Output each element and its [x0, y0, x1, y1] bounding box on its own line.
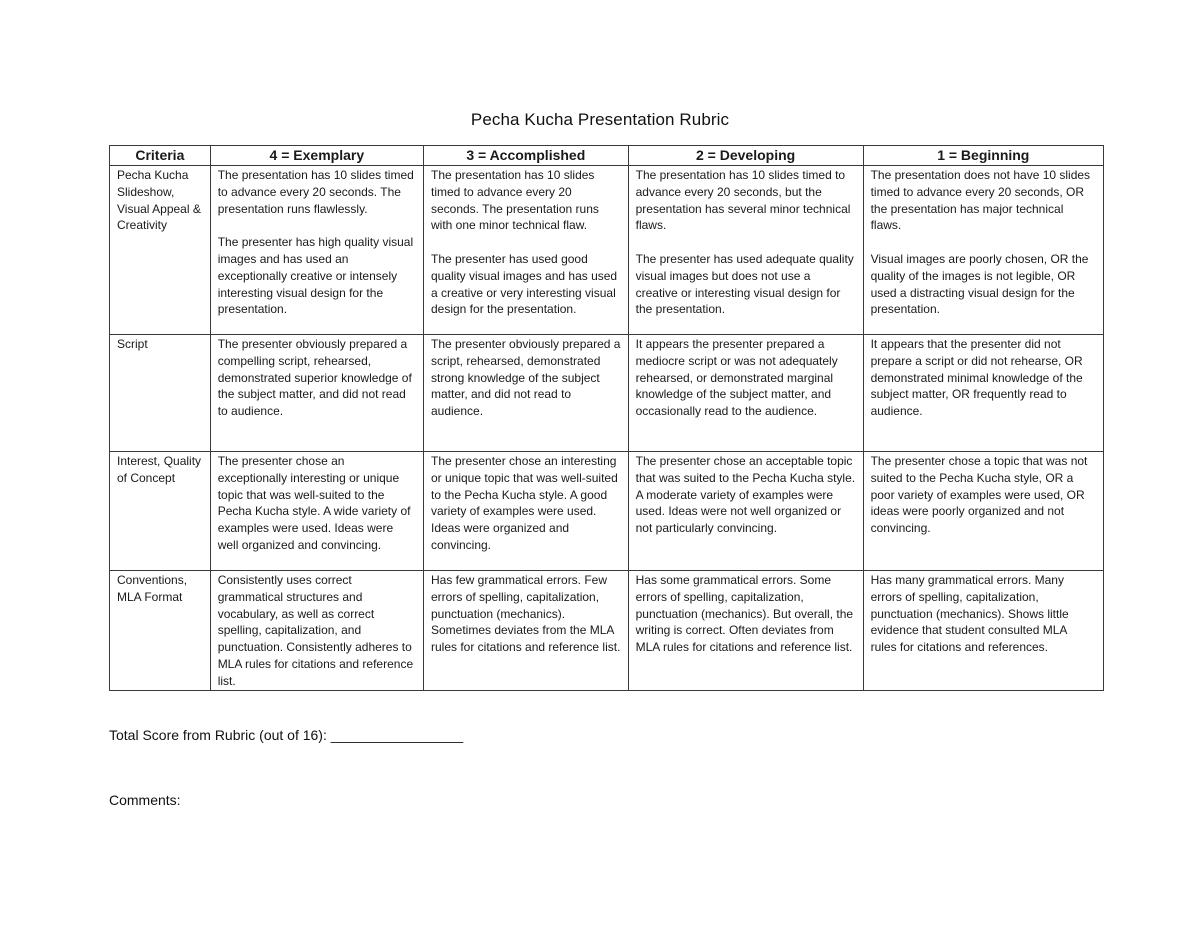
rubric-table — [109, 145, 1104, 691]
cell-paragraph: Visual images are poorly chosen, OR the quality of the images is not legible, OR used a distracting visual design for the presentation. — [870, 251, 1089, 317]
cell-paragraph: Has some grammatical errors. Some errors of spelling, capitalization, punctuation (mechanics). But overall, the writing is correct. Often deviates from MLA rules for citations and reference list. — [635, 573, 854, 655]
header-exemplary: 4 = Exemplary — [210, 146, 423, 166]
cell-paragraph: The presentation has 10 slides timed to advance every 20 seconds. The presentation runs with one minor technical flaw. — [430, 168, 599, 233]
cell-paragraph: Has few grammatical errors. Few errors of spelling, capitalization, punctuation (mechanics). Sometimes deviates from the MLA rules for citations and reference list. — [430, 573, 621, 655]
rubric-cell — [863, 571, 1103, 691]
criteria-cell — [110, 335, 211, 452]
criteria-label: Interest, Quality of Concept — [117, 454, 202, 485]
table-row — [110, 452, 1104, 571]
cell-paragraph: The presentation does not have 10 slides timed to advance every 20 seconds, OR the presentation has major technical flaws. — [870, 168, 1091, 233]
cell-paragraph: The presenter has high quality visual images and has used an exceptionally creative or intensely interesting visual design for the presentation. — [217, 235, 414, 317]
criteria-label: Script — [117, 337, 148, 351]
rubric-cell — [423, 166, 628, 335]
rubric-cell — [423, 452, 628, 571]
criteria-cell — [110, 452, 211, 571]
header-beginning: 1 = Beginning — [863, 146, 1103, 166]
cell-paragraph: The presenter chose an interesting or unique topic that was well-suited to the Pecha Kucha style. A good variety of examples were used. Ideas were organized and convincing. — [430, 454, 618, 552]
cell-paragraph: The presentation has 10 slides timed to advance every 20 seconds. The presentation runs flawlessly. — [217, 168, 414, 216]
table-row — [110, 335, 1104, 452]
rubric-cell — [628, 571, 863, 691]
rubric-cell — [423, 571, 628, 691]
criteria-cell — [110, 571, 211, 691]
rubric-cell — [628, 335, 863, 452]
comments-label: Comments: — [109, 792, 181, 808]
cell-paragraph: The presenter chose an exceptionally interesting or unique topic that was well-suited to the Pecha Kucha style. A wide variety of examples were used. Ideas were well organized and convincing. — [217, 454, 411, 552]
cell-paragraph: The presenter has used adequate quality visual images but does not use a creative or interesting visual design for the presentation. — [635, 251, 854, 317]
cell-paragraph: The presenter obviously prepared a compelling script, rehearsed, demonstrated superior knowledge of the subject matter, and did not read to audience. — [217, 337, 412, 419]
total-score-line: Total Score from Rubric (out of 16): _________________ — [109, 727, 464, 743]
rubric-cell — [863, 452, 1103, 571]
rubric-cell — [210, 166, 423, 335]
cell-paragraph: The presenter chose an acceptable topic that was suited to the Pecha Kucha style. A moderate variety of examples were used. Ideas were not well organized or not particularly convincing. — [635, 454, 856, 536]
cell-paragraph: Has many grammatical errors. Many errors of spelling, capitalization, punctuation (mechanics). Shows little evidence that student consulted MLA rules for citations and references. — [870, 573, 1069, 655]
criteria-cell — [110, 166, 211, 335]
rubric-cell — [628, 452, 863, 571]
cell-paragraph: The presenter has used good quality visual images and has used a creative or very interesting visual design for the presentation. — [430, 251, 618, 317]
header-accomplished: 3 = Accomplished — [423, 146, 628, 166]
cell-paragraph: It appears the presenter prepared a mediocre script or was not adequately rehearsed, or demonstrated marginal knowledge of the subject matter, and occasionally read to the audience. — [635, 337, 838, 419]
cell-paragraph: It appears that the presenter did not prepare a script or did not rehearse, OR demonstrated minimal knowledge of the subject matter, OR frequently read to audience. — [870, 337, 1083, 419]
criteria-label: Conventions, MLA Format — [117, 573, 188, 604]
cell-paragraph: Consistently uses correct grammatical structures and vocabulary, as well as correct spelling, capitalization, and punctuation. Consistently adheres to MLA rules for citations and reference list. — [217, 573, 414, 688]
table-row — [110, 166, 1104, 335]
cell-paragraph: The presentation has 10 slides timed to advance every 20 seconds, but the presentation has several minor technical flaws. — [635, 168, 851, 233]
rubric-cell — [863, 166, 1103, 335]
table-row — [110, 571, 1104, 691]
rubric-cell — [863, 335, 1103, 452]
header-criteria: Criteria — [110, 146, 211, 166]
criteria-label: Pecha Kucha Slideshow, Visual Appeal & Creativity — [117, 168, 201, 233]
page-title: Pecha Kucha Presentation Rubric — [470, 110, 730, 129]
cell-paragraph: The presenter chose a topic that was not suited to the Pecha Kucha style, OR a poor variety of examples were used, OR ideas were poorly organized and not convincing. — [870, 454, 1088, 536]
rubric-cell — [628, 166, 863, 335]
table-header-row — [110, 146, 1104, 166]
rubric-cell — [423, 335, 628, 452]
rubric-cell — [210, 452, 423, 571]
rubric-cell — [210, 335, 423, 452]
cell-paragraph: The presenter obviously prepared a script, rehearsed, demonstrated strong knowledge of the subject matter, and did not read to audience. — [430, 337, 621, 419]
header-developing: 2 = Developing — [628, 146, 863, 166]
rubric-cell — [210, 571, 423, 691]
